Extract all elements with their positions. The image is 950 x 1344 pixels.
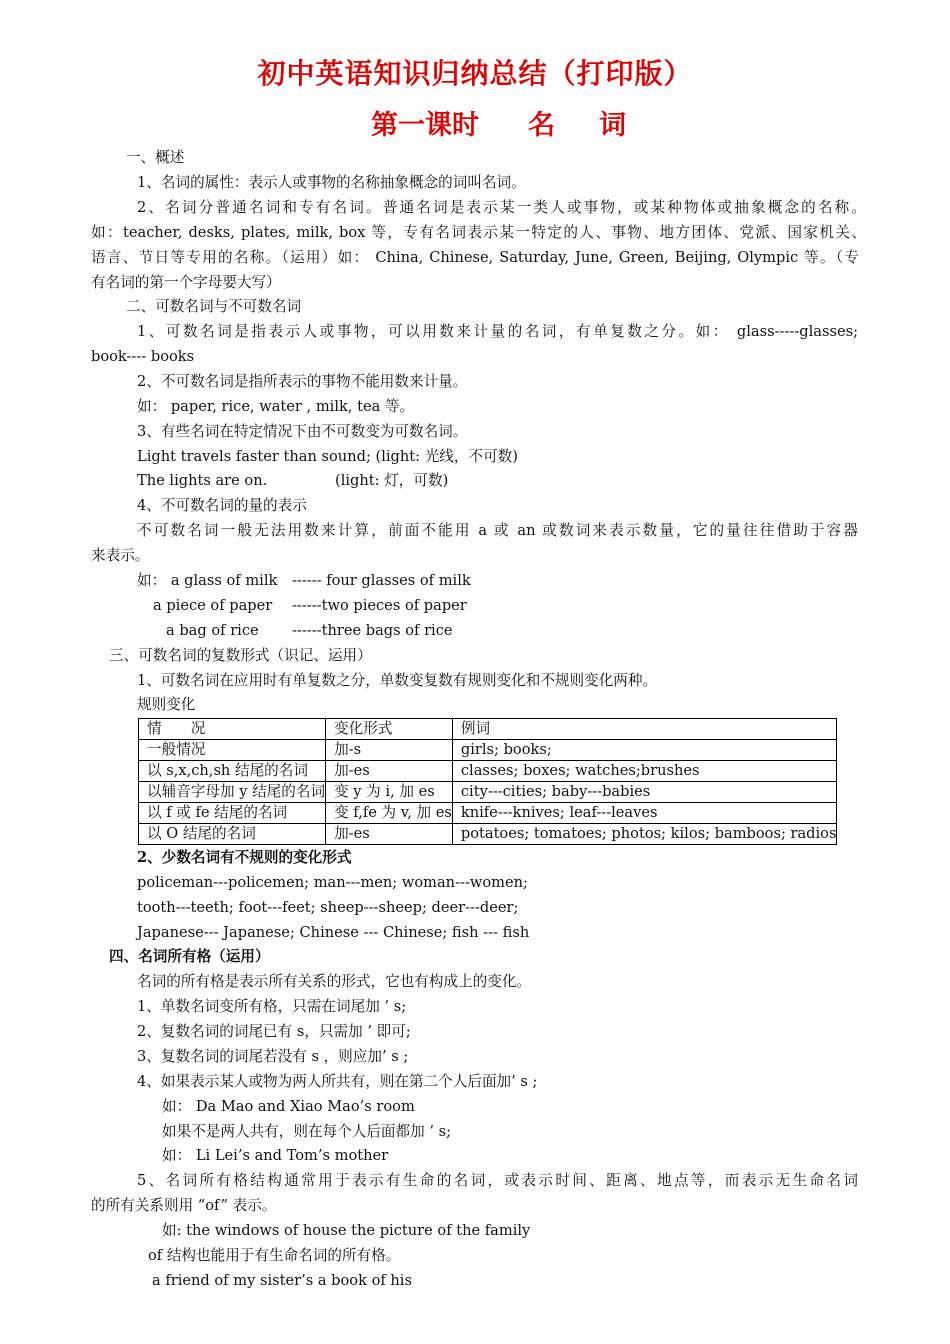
text-line: 如： Li Lei’s and Tom’s mother <box>162 1147 389 1164</box>
text-line: 如： a glass of milk <box>137 572 278 589</box>
text-line: 1、名词的属性：表示人或事物的名称抽象概念的词叫名词。 <box>137 174 526 191</box>
text-line: 不可数名词一般无法用数来计算，前面不能用 a 或 an 或数词来表示数量，它的量往往借助于容器 <box>137 522 858 539</box>
text-line: 4、如果表示某人或物为两人所共有，则在第二个人后面加’ s ; <box>137 1073 538 1090</box>
text-line: tooth---teeth; foot---feet; sheep---sheep; deer---deer; <box>137 899 519 916</box>
text-line: 有名词的第一个字母要大写） <box>91 274 281 291</box>
text-line: ------two pieces of paper <box>292 597 467 614</box>
text-line: 如： Da Mao and Xiao Mao’s room <box>162 1098 415 1115</box>
lesson-heading-char2: 词 <box>599 110 626 141</box>
text-line: book---- books <box>91 348 195 365</box>
text-line: 1、单数名词变所有格，只需在词尾加 ’ s; <box>137 998 407 1015</box>
table-header-cell: 例词 <box>452 719 837 740</box>
text-line: Light travels faster than sound; (light: 光线，不可数) <box>137 448 518 465</box>
table-cell: 变 y 为 i, 加 es <box>326 782 453 803</box>
table-cell: 以 O 结尾的名词 <box>139 824 326 845</box>
table-cell: 以 s,x,ch,sh 结尾的名词 <box>139 761 326 782</box>
text-line: 的所有关系则用 “of” 表示。 <box>91 1197 277 1214</box>
table-row <box>139 761 837 782</box>
text-line: policeman---policemen; man---men; woman---women; <box>137 874 528 891</box>
text-line: 2、名词分普通名词和专有名词。普通名词是表示某一类人或事物，或某种物体或抽象概念的名称。 <box>137 199 866 216</box>
document-title: 初中英语知识归纳总结（打印版） <box>257 57 693 90</box>
text-line: The lights are on. <box>137 472 268 489</box>
text-line: 如: the windows of house the picture of the family <box>162 1222 531 1239</box>
text-line: 2、复数名词的词尾已有 s，只需加 ’ 即可; <box>137 1023 411 1040</box>
text-line: 如：teacher, desks, plates, milk, box 等，专有名词表示某一特定的人、事物、地方团体、党派、国家机关、 <box>91 224 866 241</box>
text-line: 来表示。 <box>91 547 150 564</box>
table-header-cell: 情 况 <box>139 719 326 740</box>
text-line: a bag of rice <box>166 622 259 639</box>
text-line: a friend of my sister’s a book of his <box>152 1272 412 1289</box>
table-cell: 一般情况 <box>139 740 326 761</box>
text-line: 如： paper, rice, water , milk, tea 等。 <box>137 398 415 415</box>
text-line: ------ four glasses of milk <box>292 572 471 589</box>
table-cell: 以 f 或 fe 结尾的名词 <box>139 803 326 824</box>
text-line: 5、名词所有格结构通常用于表示有生命的名词，或表示时间、距离、地点等，而表示无生命名词 <box>137 1172 858 1189</box>
table-cell: 变 f,fe 为 v, 加 es <box>326 803 453 824</box>
section-heading-possessive: 四、名词所有格（运用） <box>109 948 270 965</box>
text-line: 1、可数名词在应用时有单复数之分，单数变复数有规则变化和不规则变化两种。 <box>137 672 658 689</box>
text-line: 语言、节日等专用的名称。（运用）如： China, Chinese, Saturday, June, Green, Beijing, Olympic 等。（专 <box>91 249 859 266</box>
text-line: 3、复数名词的词尾若没有 s ，则应加’ s ; <box>137 1048 409 1065</box>
table-header-cell: 变化形式 <box>326 719 453 740</box>
text-line: of 结构也能用于有生命名词的所有格。 <box>148 1247 401 1264</box>
section-heading-plural: 三、可数名词的复数形式（识记、运用） <box>109 647 372 664</box>
table-cell: 加-es <box>326 761 453 782</box>
text-line: 2、不可数名词是指所表示的事物不能用数来计量。 <box>137 373 468 390</box>
table-header-row <box>139 719 837 740</box>
text-line: ------three bags of rice <box>292 622 453 639</box>
table-row <box>139 782 837 803</box>
table-cell: 以辅音字母加 y 结尾的名词 <box>139 782 326 803</box>
section-heading-countable: 二、可数名词与不可数名词 <box>126 298 302 315</box>
text-line: 名词的所有格是表示所有关系的形式，它也有构成上的变化。 <box>137 973 532 990</box>
table-row <box>139 740 837 761</box>
text-line: 1、可数名词是指表示人或事物，可以用数来计量的名词，有单复数之分。如： glass-----glasses; <box>137 323 858 340</box>
text-line: (light: 灯，可数) <box>335 472 449 489</box>
text-line: 如果不是两人共有，则在每个人后面都加 ’ s; <box>162 1123 452 1140</box>
text-line: a piece of paper <box>153 597 273 614</box>
table-cell: knife---knives; leaf---leaves <box>452 803 837 824</box>
table-cell: potatoes; tomatoes; photos; kilos; bamboos; radios <box>452 824 837 845</box>
table-row <box>139 803 837 824</box>
text-line: 规则变化 <box>137 696 196 713</box>
plural-rules-table <box>138 718 837 845</box>
table-row <box>139 824 837 845</box>
table-cell: 加-es <box>326 824 453 845</box>
text-line: Japanese--- Japanese; Chinese --- Chinese; fish --- fish <box>137 924 530 941</box>
text-line: 3、有些名词在特定情况下由不可数变为可数名词。 <box>137 423 468 440</box>
section-heading-overview: 一、概述 <box>126 149 185 166</box>
text-line: 4、不可数名词的量的表示 <box>137 497 307 514</box>
table-cell: 加-s <box>326 740 453 761</box>
table-cell: classes; boxes; watches;brushes <box>452 761 837 782</box>
table-cell: girls; books; <box>452 740 837 761</box>
lesson-heading-char1: 名 <box>528 110 555 141</box>
text-line-bold: 2、少数名词有不规则的变化形式 <box>137 849 352 866</box>
lesson-heading: 第一课时 <box>371 110 479 141</box>
table-cell: city---cities; baby---babies <box>452 782 837 803</box>
